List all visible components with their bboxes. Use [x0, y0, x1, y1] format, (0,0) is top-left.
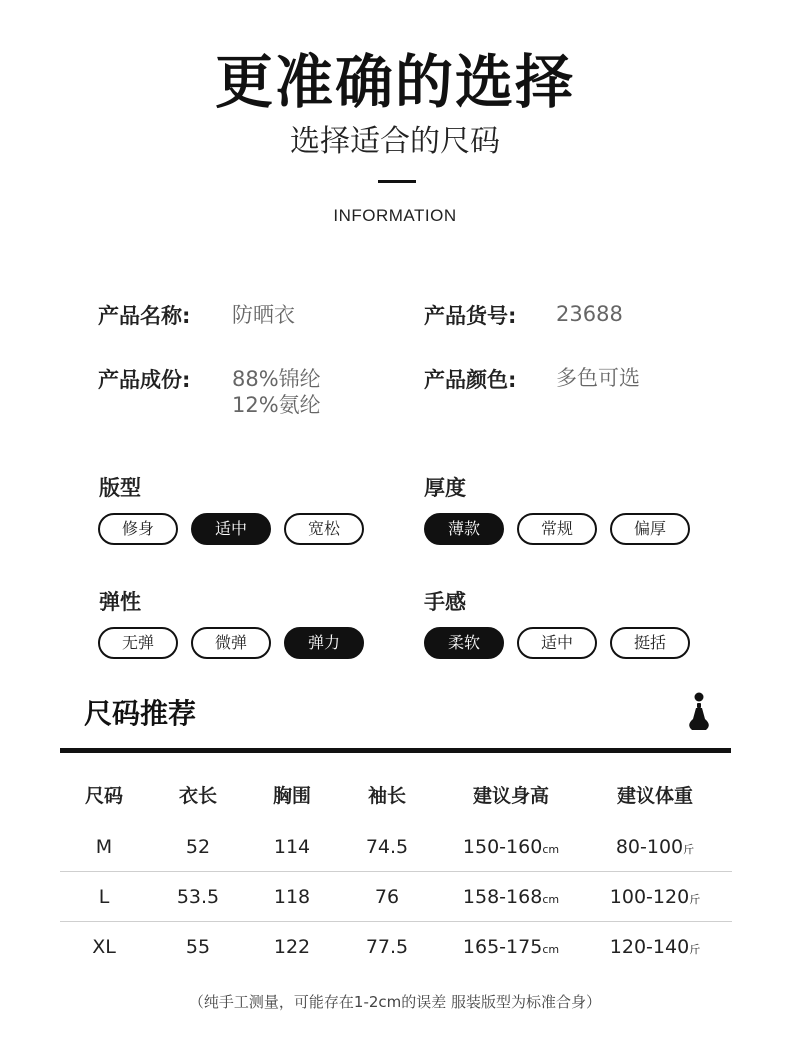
column-header-size: 尺码: [84, 785, 123, 807]
feel-option-medium: 适中: [517, 627, 597, 659]
cell-chest: 122: [273, 936, 311, 958]
feel-option-crisp: 挺括: [610, 627, 690, 659]
main-title: 更准确的选择: [214, 48, 575, 116]
weight-unit: 斤: [683, 843, 695, 856]
cell-weight: [590, 872, 720, 922]
cell-length: 55: [185, 936, 211, 958]
weight-unit: 斤: [689, 943, 701, 956]
cell-size: L: [98, 886, 110, 908]
product-color-key: 产品颜色:: [424, 368, 517, 392]
sub-title: 选择适合的尺码: [290, 124, 500, 159]
feel-title: 手感: [424, 590, 466, 614]
cell-height: [441, 822, 581, 872]
cell-size: M: [95, 836, 113, 858]
column-header-weight: 建议体重: [616, 785, 693, 807]
thickness-option-thick: 偏厚: [610, 513, 690, 545]
size-recommendation-heading: 尺码推荐: [84, 697, 197, 730]
table-row: [60, 922, 732, 972]
cell-chest: 118: [273, 886, 311, 908]
fit-option-loose: 宽松: [284, 513, 364, 545]
product-name-value: 防晒衣: [232, 303, 295, 327]
elasticity-title: 弹性: [99, 590, 141, 614]
fit-title: 版型: [99, 476, 141, 500]
size-table-header: [60, 770, 732, 822]
size-table: [60, 770, 732, 972]
cell-height: [441, 872, 581, 922]
column-header-chest: 胸围: [272, 785, 311, 807]
product-code-key: 产品货号:: [424, 304, 517, 328]
cell-length: 53.5: [176, 886, 220, 908]
person-icon: [686, 692, 712, 732]
weight-unit: 斤: [689, 893, 701, 906]
cell-chest: 114: [273, 836, 311, 858]
product-composition-line2: 12%氨纶: [232, 393, 321, 417]
cell-weight: [590, 822, 720, 872]
weight-value: 80-100: [615, 836, 684, 858]
cell-weight: [590, 922, 720, 972]
information-label: INFORMATION: [333, 206, 457, 225]
title-divider: [378, 180, 416, 183]
product-color-value: 多色可选: [556, 366, 640, 390]
product-composition-key: 产品成份:: [98, 368, 191, 392]
thickness-option-regular: 常规: [517, 513, 597, 545]
elasticity-option-stretch: 弹力: [284, 627, 364, 659]
measurement-footnote: （纯手工测量，可能存在1-2cm的误差 服装版型为标准合身）: [188, 993, 602, 1011]
column-header-sleeve: 袖长: [367, 785, 406, 807]
table-row: [60, 822, 732, 872]
cell-sleeve: 74.5: [365, 836, 409, 858]
table-row: [60, 872, 732, 922]
weight-value: 120-140: [609, 936, 690, 958]
elasticity-option-none: 无弹: [98, 627, 178, 659]
thickness-title: 厚度: [424, 476, 466, 500]
height-unit: cm: [542, 893, 560, 906]
fit-option-regular: 适中: [191, 513, 271, 545]
height-value: 158-168: [462, 886, 543, 908]
cell-sleeve: 76: [374, 886, 400, 908]
elasticity-option-slight: 微弹: [191, 627, 271, 659]
thickness-option-thin: 薄款: [424, 513, 504, 545]
column-header-height: 建议身高: [472, 785, 549, 807]
cell-sleeve: 77.5: [365, 936, 409, 958]
size-section-divider: [60, 748, 731, 753]
height-value: 150-160: [462, 836, 543, 858]
height-unit: cm: [542, 943, 560, 956]
height-value: 165-175: [462, 936, 543, 958]
product-composition-line1: 88%锦纶: [232, 367, 321, 391]
product-name-key: 产品名称:: [98, 304, 191, 328]
weight-value: 100-120: [609, 886, 690, 908]
product-code-value: 23688: [556, 302, 623, 326]
feel-option-soft: 柔软: [424, 627, 504, 659]
cell-length: 52: [185, 836, 211, 858]
cell-size: XL: [92, 936, 116, 958]
column-header-length: 衣长: [178, 785, 217, 807]
height-unit: cm: [542, 843, 560, 856]
cell-height: [441, 922, 581, 972]
fit-option-slim: 修身: [98, 513, 178, 545]
